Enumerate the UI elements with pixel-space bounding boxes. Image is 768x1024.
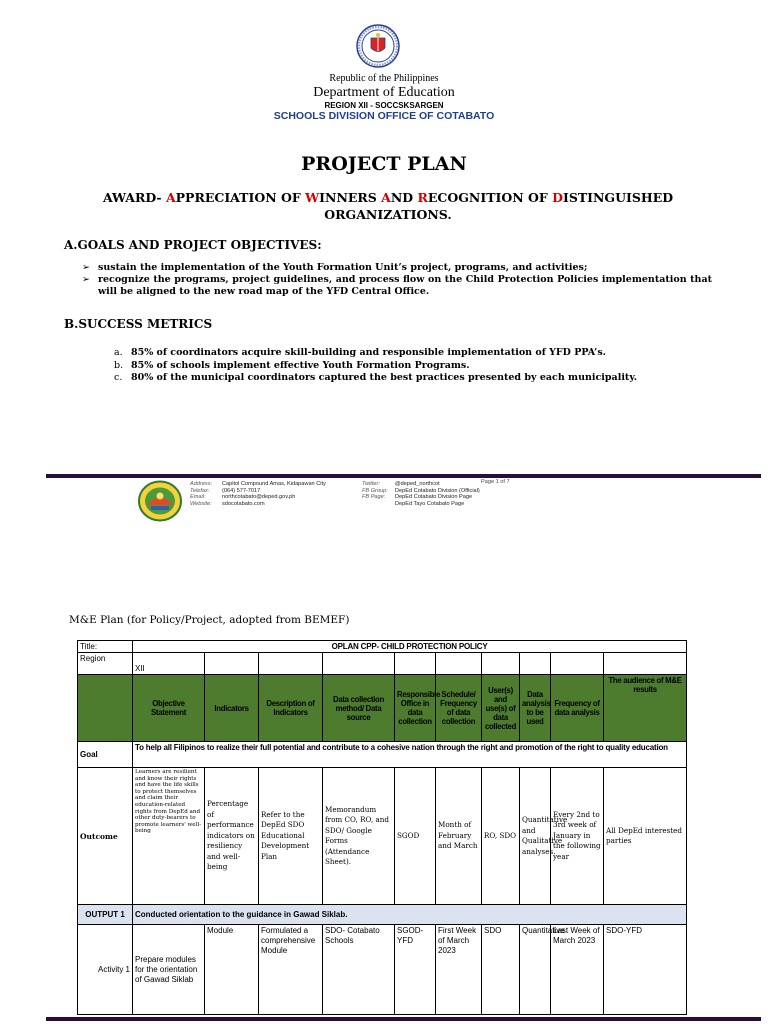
table-row (78, 925, 687, 1015)
footer-email: Email: northcotabato@deped.gov.ph (190, 494, 296, 501)
award-initial-letter: W (305, 190, 320, 205)
footer-fb-page-2: DepEd Tayo Cotabato Page (395, 500, 465, 507)
outcome-cell: Learners are resilient and know their rights and have the life skills to protect themselves and claim their education-related rights from DepEd and other duty-bearers to promote learners' well-being (133, 768, 205, 905)
activity-cell: Prepare modules for the orientation of Gawad Siklab (133, 925, 205, 1015)
page-title: PROJECT PLAN (301, 153, 467, 175)
outcome-cell: Quantitative and Qualitative analyses. (520, 768, 551, 905)
goals-heading: A.GOALS AND PROJECT OBJECTIVES: (64, 238, 322, 252)
footer-fb-page: FB Page: DepEd Cotabato Division Page (362, 494, 473, 501)
me-plan-heading: M&E Plan (for Policy/Project, adopted from BEMEF) (69, 614, 350, 626)
activity-cell: SGOD-YFD (395, 925, 436, 1015)
column-header: Responsible Office in data collection (395, 675, 436, 742)
footer-band (46, 474, 761, 478)
column-header: Indicators (205, 675, 259, 742)
empty-header-cell (78, 675, 133, 742)
output-text: Conducted orientation to the guidance in Gawad Siklab. (133, 905, 687, 925)
award-initial-letter: A (381, 190, 391, 205)
activity-cell: SDO (482, 925, 520, 1015)
award-text-segment: INNERS (319, 190, 382, 205)
outcome-cell: SGOD (395, 768, 436, 905)
outcome-cell: RO, SDO (482, 768, 520, 905)
arrow-bullet-icon: ➢ (82, 262, 90, 273)
metric-item: b. 85% of schools implement effective Youth Formation Programs. (114, 359, 470, 371)
column-header: Data analysis to be used (520, 675, 551, 742)
award-initial-letter: R (417, 190, 428, 205)
footer-twitter: Twitter: @deped_northcot (362, 481, 440, 487)
goals-list (82, 262, 712, 298)
empty-cell (205, 653, 259, 675)
footer-address: Address: Capitol Compound Amas, Kidapawan City (190, 481, 326, 487)
table-row (78, 641, 687, 653)
metric-item: a. 85% of coordinators acquire skill-building and responsible implementation of YFD PPA’s. (114, 347, 606, 358)
outcome-cell: Every 2nd to 3rd week of January in the following year (551, 768, 604, 905)
activity-cell: First Week of March 2023 (436, 925, 482, 1015)
column-header: Description of Indicators (259, 675, 323, 742)
outcome-cell: All DepEd interested parties (604, 768, 687, 905)
column-header: The audience of M&E results (604, 675, 687, 742)
award-initial-letter: D (552, 190, 563, 205)
page-number: Page 1 of 7 (481, 479, 510, 485)
region-label: Region (78, 653, 133, 675)
goal-text: To help all Filipinos to realize their full potential and contribute to a cohesive nation through the right and promotion of the right to quality education (133, 742, 687, 768)
empty-cell (395, 653, 436, 675)
column-header: Frequency of data analysis (551, 675, 604, 742)
activity-label: Activity 1 (78, 925, 133, 1015)
footer-website: Website: sdocotabato.com (190, 500, 265, 507)
award-text-segment: AWARD- (102, 190, 166, 205)
department-name: Department of Education (313, 85, 455, 100)
award-text-segment: PPRECIATION OF (175, 190, 306, 205)
empty-cell (436, 653, 482, 675)
footer-contact-left (190, 481, 326, 507)
region-value: XII (133, 653, 205, 675)
outcome-label: Outcome (78, 768, 133, 905)
metric-item: c. 80% of the municipal coordinators captured the best practices presented by each municipality. (114, 372, 638, 383)
empty-cell (551, 653, 604, 675)
footer-telefax: Telefax: (064) 577-7017 (190, 487, 261, 494)
empty-cell (259, 653, 323, 675)
outcome-cell: Refer to the DepEd SDO Educational Development Plan (259, 768, 323, 905)
empty-cell (482, 653, 520, 675)
title-value: OPLAN CPP- CHILD PROTECTION POLICY (133, 641, 687, 653)
award-initial-letter: A (165, 190, 176, 205)
footer-contact-right (362, 481, 480, 507)
award-text-segment: ISTINGUISHED ORGANIZATIONS. (324, 190, 674, 222)
table-row (78, 742, 687, 768)
empty-cell (520, 653, 551, 675)
column-header: Data collection method/ Data source (323, 675, 395, 742)
metrics-list (114, 347, 714, 385)
goal-item: ➢ recognize the programs, project guidelines, and process flow on the Child Protection Policies implementation that will be aligned to the new road map of the YFD Central Office. (82, 274, 712, 297)
division-logo (137, 480, 183, 522)
column-header: User(s) and use(s) of data collected (482, 675, 520, 742)
activity-cell: SDO-YFD (604, 925, 687, 1015)
award-text-segment: ND (390, 190, 418, 205)
outcome-cell: Percentage of performance indicators on resiliency and well-being (205, 768, 259, 905)
me-plan-table (77, 640, 687, 1015)
activity-cell: Module (205, 925, 259, 1015)
activity-cell: Last Week of March 2023 (551, 925, 604, 1015)
table-row (78, 905, 687, 925)
column-header: Schedule/ Frequency of data collection (436, 675, 482, 742)
footer-band-next-page (46, 1017, 761, 1021)
region-line: REGION XII - SOCCSKSARGEN (324, 101, 444, 110)
success-heading: B.SUCCESS METRICS (64, 317, 213, 331)
division-office-name: SCHOOLS DIVISION OFFICE OF COTABATO (273, 110, 495, 122)
goal-item: ➢ sustain the implementation of the Youth Formation Unit’s project, programs, and activities; (82, 262, 588, 273)
activity-cell: Formulated a comprehensive Module (259, 925, 323, 1015)
table-header-row (78, 675, 687, 742)
table-row (78, 768, 687, 905)
award-text-segment: ECOGNITION OF (427, 190, 553, 205)
outcome-cell: Memorandum from CO, RO, and SDO/ Google Forms (Attendance Sheet). (323, 768, 395, 905)
activity-cell: Quantitative (520, 925, 551, 1015)
award-title (86, 189, 690, 223)
column-header: Objective Statement (133, 675, 205, 742)
deped-seal-logo (356, 24, 400, 68)
arrow-bullet-icon: ➢ (82, 274, 90, 285)
footer-fb-group: FB Group: DepEd Cotabato Division (Official) (362, 487, 480, 494)
output-label: OUTPUT 1 (78, 905, 133, 925)
title-label: Title: (78, 641, 133, 653)
goal-label: Goal (78, 742, 133, 768)
republic-line: Republic of the Philippines (329, 73, 439, 84)
outcome-cell: Month of February and March (436, 768, 482, 905)
empty-cell (604, 653, 687, 675)
activity-cell: SDO- Cotabato Schools (323, 925, 395, 1015)
empty-cell (323, 653, 395, 675)
table-row (78, 653, 687, 675)
